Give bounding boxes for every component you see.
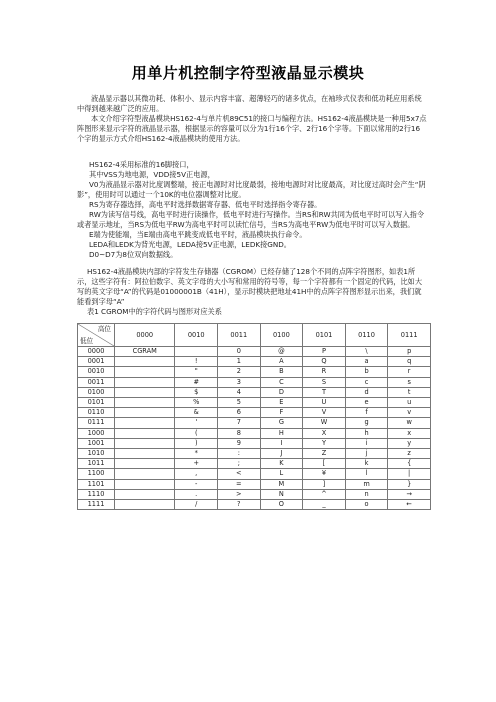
- table-cell: +: [175, 459, 218, 469]
- table-cell: 5: [218, 398, 261, 408]
- table-cell: [115, 408, 175, 418]
- table-cell: Q: [303, 357, 346, 367]
- table-cell: {: [388, 459, 431, 469]
- pin-line: 其中VSS为地电源，VDD接5V正电源，: [89, 170, 215, 179]
- table-cell: ¥: [303, 469, 346, 479]
- cgrom-table: [77, 323, 431, 510]
- table-header-row: [78, 324, 431, 347]
- table-cell: <: [218, 469, 261, 479]
- table-cell: G: [260, 418, 303, 428]
- table-corner-cell: [78, 324, 115, 347]
- corner-high-label: 高位: [97, 325, 111, 333]
- table-cell: j: [345, 449, 388, 459]
- table-cell: 4: [218, 387, 261, 397]
- table-cell: ): [175, 438, 218, 448]
- table-cell: [115, 377, 175, 387]
- table-cell: q: [388, 357, 431, 367]
- table-cell: ': [175, 418, 218, 428]
- table-cell: \: [345, 347, 388, 357]
- table-cell: i: [345, 438, 388, 448]
- table-cell: L: [260, 469, 303, 479]
- pin-line: HS162-4采用标准的16脚接口，: [89, 160, 194, 169]
- table-cell: *: [175, 449, 218, 459]
- table-cell: h: [345, 428, 388, 438]
- cgrom-paragraph: HS162-4液晶模块内部的字符发生存储器（CGROM）已经存储了128个不同的点阵字符图形，如表1所示，这些字符有：阿拉伯数字、英文字母的大小写和常用的符号等，每一个字符都有一个固定的代码，比如大写的英文字母“A”的代码是01000001B（41H），显示时模块把地址41H中的点阵字符图形显示出来，我们就能看到字母“A”: [77, 267, 423, 306]
- table-cell: r: [388, 367, 431, 377]
- intro-paragraph-1: 液晶显示器以其微功耗、体积小、显示内容丰富、超薄轻巧的诸多优点，在袖珍式仪表和低功耗应用系统中得到越来越广泛的应用。: [77, 94, 422, 113]
- row-header: 0010: [78, 367, 115, 377]
- table-cell: y: [388, 438, 431, 448]
- table-cell: 2: [218, 367, 261, 377]
- table-row: [78, 418, 431, 428]
- table-cell: >: [218, 489, 261, 499]
- table-cell: [115, 357, 175, 367]
- table-cell: O: [260, 500, 303, 510]
- table-cell: ;: [218, 459, 261, 469]
- table-cell: !: [175, 357, 218, 367]
- row-header: 1100: [78, 469, 115, 479]
- table-cell: Y: [303, 438, 346, 448]
- pin-line: LEDA和LEDK为背光电源，LEDA接5V正电源，LEDK接GND。: [89, 240, 291, 249]
- column-header: 0010: [175, 324, 218, 347]
- table-cell: [115, 459, 175, 469]
- table-cell: [175, 347, 218, 357]
- table-cell: [115, 469, 175, 479]
- row-header: 1101: [78, 479, 115, 489]
- table-caption: 表1 CGROM中的字符代码与图形对应关系: [87, 307, 222, 316]
- row-header: 1111: [78, 500, 115, 510]
- table-row: [78, 387, 431, 397]
- table-cell: [115, 418, 175, 428]
- table-cell: →: [388, 489, 431, 499]
- table-cell: z: [388, 449, 431, 459]
- table-cell: l: [345, 469, 388, 479]
- row-header: 1110: [78, 489, 115, 499]
- table-cell: ": [175, 367, 218, 377]
- table-cell: $: [175, 387, 218, 397]
- table-cell: W: [303, 418, 346, 428]
- row-header: 1011: [78, 459, 115, 469]
- pin-description-section: [77, 160, 427, 260]
- table-cell: _: [303, 500, 346, 510]
- pin-line: E端为使能端，当E端由高电平跳变成低电平时，液晶模块执行命令。: [89, 230, 307, 239]
- table-cell: ←: [388, 500, 431, 510]
- column-header: 0011: [218, 324, 261, 347]
- table-row: [78, 357, 431, 367]
- row-header: 0000: [78, 347, 115, 357]
- column-header: 0110: [345, 324, 388, 347]
- table-cell: H: [260, 428, 303, 438]
- table-row: [78, 449, 431, 459]
- table-cell: u: [388, 398, 431, 408]
- table-cell: :: [218, 449, 261, 459]
- table-row: [78, 347, 431, 357]
- table-cell: n: [345, 489, 388, 499]
- table-cell: ?: [218, 500, 261, 510]
- table-cell: [115, 438, 175, 448]
- table-cell: B: [260, 367, 303, 377]
- table-cell: ,: [175, 469, 218, 479]
- table-cell: g: [345, 418, 388, 428]
- table-cell: CGRAM: [115, 347, 175, 357]
- table-cell: K: [260, 459, 303, 469]
- table-cell: [115, 367, 175, 377]
- table-cell: [115, 387, 175, 397]
- table-cell: 9: [218, 438, 261, 448]
- table-row: [78, 459, 431, 469]
- table-cell: /: [175, 500, 218, 510]
- table-row: [78, 398, 431, 408]
- corner-low-label: 低位: [80, 337, 94, 345]
- table-cell: A: [260, 357, 303, 367]
- table-cell: e: [345, 398, 388, 408]
- pin-line: RW为读写信号线，高电平时进行读操作，低电平时进行写操作。当RS和RW共同为低电平时可以写入指令或者显示地址，当RS为低电平RW为高电平时可以读忙信号，当RS为高电平RW为低电平时可以写入数据。: [77, 210, 425, 229]
- table-cell: ]: [303, 479, 346, 489]
- table-body: [78, 347, 431, 510]
- table-cell: p: [388, 347, 431, 357]
- table-cell: =: [218, 479, 261, 489]
- cgrom-section: [77, 267, 427, 317]
- table-cell: F: [260, 408, 303, 418]
- table-cell: V: [303, 408, 346, 418]
- table-cell: @: [260, 347, 303, 357]
- row-header: 0110: [78, 408, 115, 418]
- table-cell: -: [175, 479, 218, 489]
- table-cell: b: [345, 367, 388, 377]
- table-cell: |: [388, 469, 431, 479]
- table-row: [78, 489, 431, 499]
- table-cell: R: [303, 367, 346, 377]
- table-cell: T: [303, 387, 346, 397]
- table-cell: Z: [303, 449, 346, 459]
- table-cell: C: [260, 377, 303, 387]
- table-cell: a: [345, 357, 388, 367]
- table-cell: 6: [218, 408, 261, 418]
- column-header: 0000: [115, 324, 175, 347]
- table-cell: w: [388, 418, 431, 428]
- table-row: [78, 479, 431, 489]
- table-cell: X: [303, 428, 346, 438]
- pin-line: D0~D7为8位双向数据线。: [89, 250, 178, 259]
- table-cell: [: [303, 459, 346, 469]
- table-cell: 1: [218, 357, 261, 367]
- table-cell: N: [260, 489, 303, 499]
- table-row: [78, 377, 431, 387]
- table-cell: o: [345, 500, 388, 510]
- table-cell: s: [388, 377, 431, 387]
- intro-section: [77, 94, 427, 144]
- table-cell: J: [260, 449, 303, 459]
- table-cell: [115, 449, 175, 459]
- table-row: [78, 438, 431, 448]
- row-header: 1010: [78, 449, 115, 459]
- table-cell: 0: [218, 347, 261, 357]
- row-header: 0100: [78, 387, 115, 397]
- table-cell: c: [345, 377, 388, 387]
- table-cell: M: [260, 479, 303, 489]
- table-cell: [115, 428, 175, 438]
- row-header: 1001: [78, 438, 115, 448]
- table-cell: x: [388, 428, 431, 438]
- table-cell: k: [345, 459, 388, 469]
- intro-paragraph-2: 本文介绍字符型液晶模块HS162-4与单片机89C51的接口与编程方法。HS162-4液晶模块是一种用5x7点阵图形来显示字符的液晶显示器，根据显示的容量可以分为1行16个字、2行16个字等。下面以常用的2行16个字的显示方式介绍HS162-4液晶模块的使用方法。: [77, 114, 427, 143]
- table-row: [78, 500, 431, 510]
- table-cell: ^: [303, 489, 346, 499]
- document-title: 用单片机控制字符型液晶显示模块: [131, 64, 365, 82]
- table-cell: d: [345, 387, 388, 397]
- table-cell: S: [303, 377, 346, 387]
- table-cell: 7: [218, 418, 261, 428]
- row-header: 0011: [78, 377, 115, 387]
- pin-line: RS为寄存器选择，高电平时选择数据寄存器、低电平时选择指令寄存器。: [89, 200, 322, 209]
- column-header: 0101: [303, 324, 346, 347]
- pin-line: V0为液晶显示器对比度调整端，接正电源时对比度最弱，接地电源时对比度最高，对比度过高时会产生“阴影”，使用时可以通过一个10K的电位器调整对比度。: [77, 180, 426, 199]
- table-cell: .: [175, 489, 218, 499]
- table-cell: [115, 500, 175, 510]
- table-cell: f: [345, 408, 388, 418]
- table-cell: m: [345, 479, 388, 489]
- table-cell: [115, 489, 175, 499]
- table-cell: %: [175, 398, 218, 408]
- table-cell: D: [260, 387, 303, 397]
- row-header: 0111: [78, 418, 115, 428]
- table-cell: v: [388, 408, 431, 418]
- table-cell: }: [388, 479, 431, 489]
- table-row: [78, 367, 431, 377]
- table-cell: 3: [218, 377, 261, 387]
- table-row: [78, 469, 431, 479]
- table-cell: I: [260, 438, 303, 448]
- row-header: 0101: [78, 398, 115, 408]
- table-row: [78, 428, 431, 438]
- table-cell: U: [303, 398, 346, 408]
- table-cell: &: [175, 408, 218, 418]
- table-cell: 8: [218, 428, 261, 438]
- row-header: 0001: [78, 357, 115, 367]
- table-cell: E: [260, 398, 303, 408]
- table-cell: t: [388, 387, 431, 397]
- table-cell: #: [175, 377, 218, 387]
- table-cell: P: [303, 347, 346, 357]
- column-header: 0100: [260, 324, 303, 347]
- column-header: 0111: [388, 324, 431, 347]
- table-cell: (: [175, 428, 218, 438]
- row-header: 1000: [78, 428, 115, 438]
- table-row: [78, 408, 431, 418]
- table-cell: [115, 479, 175, 489]
- table-cell: [115, 398, 175, 408]
